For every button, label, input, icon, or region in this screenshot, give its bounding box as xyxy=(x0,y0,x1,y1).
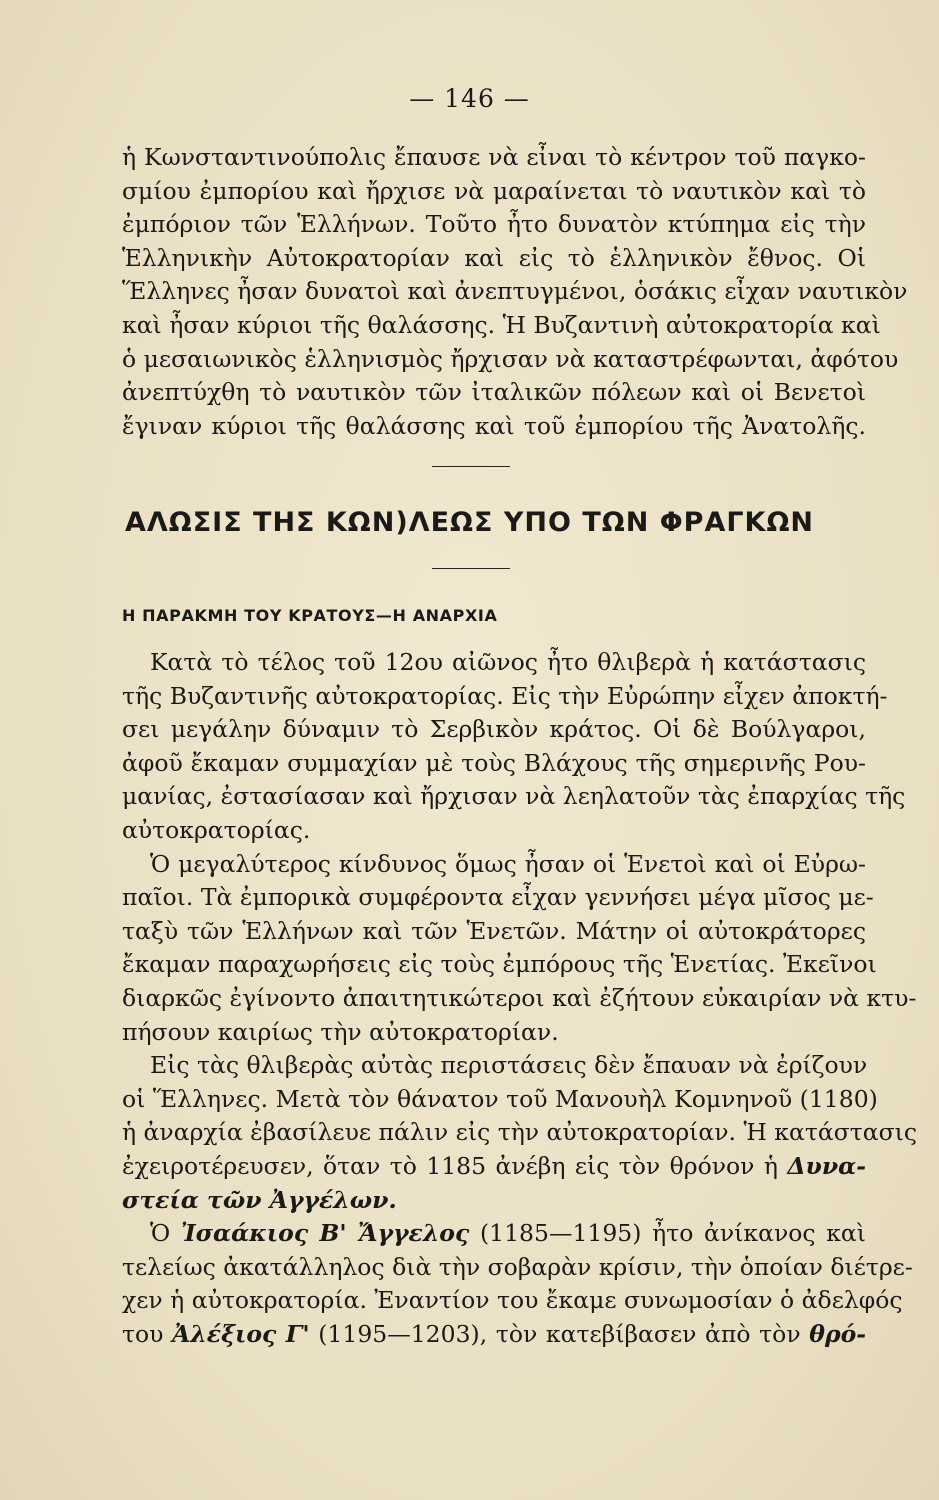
text-line: Ἑλληνικὴν Αὐτοκρατορίαν καὶ εἰς τὸ ἑλληνικὸν ἔθνος. Οἱ xyxy=(122,243,866,272)
text-line: ἔγιναν κύριοι τῆς θαλάσσης καὶ τοῦ ἐμπορίου τῆς Ἀνατολῆς. xyxy=(122,411,866,440)
text-line xyxy=(122,1318,866,1352)
paragraph-1 xyxy=(122,646,918,1351)
text-line: διαρκῶς ἐγίνοντο ἀπαιτητικώτεροι καὶ ἐζήτουν εὐκαιρίαν νὰ κτυ- xyxy=(122,983,917,1012)
intro-paragraph xyxy=(122,141,908,443)
text-line: καὶ ἦσαν κύριοι τῆς θαλάσσης. Ἡ Βυζαντινὴ αὐτοκρατορία καὶ xyxy=(122,310,881,339)
text-line: ἡ ἀναρχία ἐβασίλευε πάλιν εἰς τὴν αὐτοκρατορίαν. Ἡ κατάστασις xyxy=(122,1118,918,1147)
text-line xyxy=(122,1150,866,1184)
dynasty-name: Δυνα- xyxy=(787,1151,866,1180)
text-line: ὁ μεσαιωνικὸς ἑλληνισμὸς ἤρχισαν νὰ καταστρέφωνται, ἀφότου xyxy=(122,344,899,373)
text-line: παῖοι. Τὰ ἐμπορικὰ συμφέροντα εἶχαν γεννήσει μέγα μῖσος με- xyxy=(122,883,874,912)
text-line: Κατὰ τὸ τέλος τοῦ 12ου αἰῶνος ἦτο θλιβερὰ ἡ κατάστασις xyxy=(150,648,866,676)
dynasty-name: στεία τῶν Ἀγγέλων. xyxy=(122,1185,397,1214)
text-line: μανίας, ἐστασίασαν καὶ ἤρχισαν νὰ λεηλατοῦν τὰς ἐπαρχίας τῆς xyxy=(122,782,906,811)
text-line: ἔκαμαν παραχωρήσεις εἰς τοὺς ἐμπόρους τῆς Ἑνετίας. Ἐκεῖνοι xyxy=(122,950,877,979)
emperor-name: Ἰσαάκιος Β' Ἄγγελος xyxy=(180,1219,470,1248)
text-run: Ὁ xyxy=(150,1219,181,1248)
chapter-title: ΑΛΩΣΙΣ ΤΗΣ ΚΩΝ)ΛΕΩΣ ΥΠΟ ΤΩΝ ΦΡΑΓΚΩΝ xyxy=(124,507,815,538)
text-run: (1195—1203), τὸν κατεβίβασεν ἀπὸ τὸν xyxy=(309,1319,810,1348)
text-line xyxy=(122,1184,866,1218)
text-line xyxy=(122,1217,866,1251)
text-run: του xyxy=(122,1319,173,1348)
text-line: Ὁ μεγαλύτερος κίνδυνος ὅμως ἦσαν οἱ Ἑνετοὶ καὶ οἱ Εὐρω- xyxy=(150,849,866,878)
text-line: οἱ Ἕλληνες. Μετὰ τὸν θάνατον τοῦ Μανουὴλ Κομνηνοῦ (1180) xyxy=(122,1084,878,1113)
text-run: (1185—1195) ἦτο ἀνίκανος καὶ xyxy=(469,1219,866,1248)
text-line: Ἕλληνες ἦσαν δυνατοὶ καὶ ἀνεπτυγμένοι, ὁσάκις εἶχαν ναυτικὸν xyxy=(122,277,908,306)
text-line: ἡ Κωνσταντινούπολις ἔπαυσε νὰ εἶναι τὸ κέντρον τοῦ παγκο- xyxy=(122,143,866,171)
divider-rule xyxy=(432,568,510,569)
text-line: πήσουν καιρίως τὴν αὐτοκρατορίαν. xyxy=(122,1017,559,1046)
emperor-name: Ἀλέξιος Γ' xyxy=(172,1319,310,1348)
page-number: — 146 — xyxy=(409,84,530,113)
divider-rule xyxy=(432,466,510,467)
text-line: ταξὺ τῶν Ἑλλήνων καὶ τῶν Ἑνετῶν. Μάτην οἱ αὐτοκράτορες xyxy=(122,916,866,945)
text-line: σμίου ἐμπορίου καὶ ἤρχισε νὰ μαραίνεται τὸ ναυτικὸν καὶ τὸ xyxy=(122,176,866,205)
section-title: Η ΠΑΡΑΚΜΗ ΤΟΥ ΚΡΑΤΟΥΣ—Η ΑΝΑΡΧΙΑ xyxy=(122,606,498,625)
text-line: τελείως ἀκατάλληλος διὰ τὴν σοβαρὰν κρίσιν, τὴν ὁποίαν διέτρε- xyxy=(122,1252,913,1281)
text-line: σει μεγάλην δύναμιν τὸ Σερβικὸν κράτος. Οἱ δὲ Βούλγαροι, xyxy=(122,715,866,744)
text-line: ἀνεπτύχθη τὸ ναυτικὸν τῶν ἰταλικῶν πόλεων καὶ οἱ Βενετοὶ xyxy=(122,378,866,407)
text-run: ἐχειροτέρευσεν, ὅταν τὸ 1185 ἀνέβη εἰς τὸν θρόνον ἡ xyxy=(122,1151,788,1180)
text-line: Εἰς τὰς θλιβερὰς αὐτὰς περιστάσεις δὲν ἔπαυαν νὰ ἐρίζουν xyxy=(150,1051,868,1080)
text-run-bold: θρό- xyxy=(809,1319,866,1348)
text-line: ἐμπόριον τῶν Ἑλλήνων. Τοῦτο ἦτο δυνατὸν κτύπημα εἰς τὴν xyxy=(122,210,866,239)
text-line: τῆς Βυζαντινῆς αὐτοκρατορίας. Εἰς τὴν Εὐρώπην εἶχεν ἀποκτή- xyxy=(122,681,888,710)
text-line: αὐτοκρατορίας. xyxy=(122,815,311,844)
text-line: ἀφοῦ ἔκαμαν συμμαχίαν μὲ τοὺς Βλάχους τῆς σημερινῆς Ρου- xyxy=(122,748,866,777)
text-line: χεν ἡ αὐτοκρατορία. Ἐναντίον του ἔκαμε συνωμοσίαν ὁ ἀδελφός xyxy=(122,1286,903,1315)
